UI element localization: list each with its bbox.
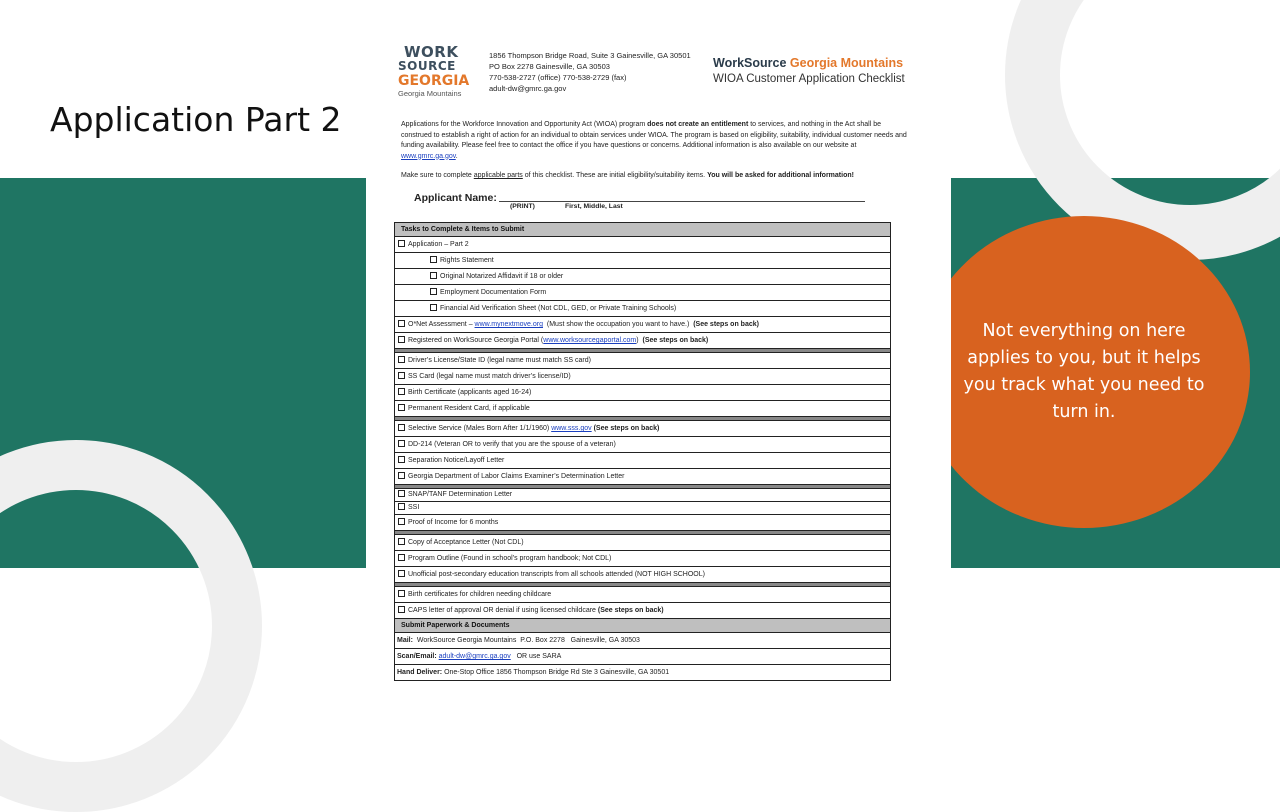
checkbox-icon <box>430 272 437 279</box>
checklist-item: Application – Part 2 <box>395 237 890 253</box>
callout-circle <box>918 216 1250 528</box>
checkbox-icon <box>398 490 405 497</box>
checklist-item: Unofficial post-secondary education transcripts from all schools attended (NOT HIGH SCHOOL) <box>395 567 890 583</box>
logo-georgia-mountains: Georgia Mountains <box>398 89 462 98</box>
checkbox-icon <box>398 388 405 395</box>
email-link[interactable]: adult-dw@gmrc.ga.gov <box>438 653 511 660</box>
website-link[interactable]: www.gmrc.ga.gov <box>401 152 456 160</box>
checkbox-icon <box>398 336 405 343</box>
checklist-table <box>394 222 891 681</box>
checklist-item: SS Card (legal name must match driver’s license/ID) <box>395 369 890 385</box>
checkbox-icon <box>430 304 437 311</box>
submit-header: Submit Paperwork & Documents <box>395 619 890 633</box>
checkbox-icon <box>430 256 437 263</box>
checklist-item: Birth certificates for children needing childcare <box>395 587 890 603</box>
applicant-name-label: Applicant Name: <box>414 192 497 204</box>
callout-text: Not everything on here applies to you, but it helps you track what you need to turn in. <box>963 321 1205 422</box>
checkbox-icon <box>398 424 405 431</box>
brand-worksource: WorkSource <box>713 56 787 70</box>
checklist-item: O*Net Assessment – www.mynextmove.org (Must show the occupation you want to have.) (See steps on back) <box>395 317 890 333</box>
email-line: adult-dw@gmrc.ga.gov <box>489 84 567 93</box>
checkbox-icon <box>398 356 405 363</box>
phone-line: 770-538-2727 (office) 770-538-2729 (fax) <box>489 73 627 82</box>
checklist-item: Selective Service (Males Born After 1/1/1960) www.sss.gov (See steps on back) <box>395 421 890 437</box>
checkbox-icon <box>398 320 405 327</box>
checklist-item: Registered on WorkSource Georgia Portal (www.worksourcegaportal.com) (See steps on back) <box>395 333 890 349</box>
onet-link[interactable]: www.mynextmove.org <box>474 321 543 328</box>
submit-hand-row: Hand Deliver: One-Stop Office 1856 Thompson Bridge Rd Ste 3 Gainesville, GA 30501 <box>397 669 670 676</box>
checklist-item: SNAP/TANF Determination Letter <box>395 489 890 502</box>
brand-georgia-mountains: Georgia Mountains <box>789 56 904 70</box>
checklist-item: Birth Certificate (applicants aged 16-24) <box>395 385 890 401</box>
checkbox-icon <box>398 456 405 463</box>
brand-subtitle: WIOA Customer Application Checklist <box>713 73 905 85</box>
intro-paragraph: Applications for the Workforce Innovation and Opportunity Act (WIOA) program does not create an entitlement to services, and nothing in the Act shall be construed to establish a right of action for an individual to obtain services under WIOA. The program is based on eligibility, suitability, individual customer needs and funding availability. Please feel free to contact the office if you have questions or concerns. Additional information is also available on our website at www.gmrc.ga.gov. <box>401 121 907 160</box>
print-label: (PRINT) <box>510 203 535 210</box>
checkbox-icon <box>398 472 405 479</box>
worksource-logo <box>398 45 478 101</box>
checklist-item: Permanent Resident Card, if applicable <box>395 401 890 417</box>
logo-work: WORK <box>404 43 459 61</box>
checklist-item: Rights Statement <box>395 253 890 269</box>
checklist-item: Financial Aid Verification Sheet (Not CDL, GED, or Private Training Schools) <box>395 301 890 317</box>
brand-heading <box>713 56 919 85</box>
checkbox-icon <box>398 554 405 561</box>
logo-georgia: GEORGIA <box>398 73 470 89</box>
checklist-item: Program Outline (Found in school’s program handbook; Not CDL) <box>395 551 890 567</box>
submit-scan-row: Scan/Email: adult-dw@gmrc.ga.gov OR use SARA <box>395 649 890 665</box>
checkbox-icon <box>398 590 405 597</box>
checklist-item: CAPS letter of approval OR denial if using licensed childcare (See steps on back) <box>395 603 890 619</box>
checklist-item: Georgia Department of Labor Claims Examiner’s Determination Letter <box>395 469 890 485</box>
portal-link[interactable]: www.worksourcegaportal.com <box>543 337 637 344</box>
checkbox-icon <box>398 404 405 411</box>
checkbox-icon <box>430 288 437 295</box>
checkbox-icon <box>398 372 405 379</box>
checkbox-icon <box>398 503 405 510</box>
slide-title: Application Part 2 <box>50 100 342 139</box>
checkbox-icon <box>398 538 405 545</box>
instructions-note: Make sure to complete applicable parts of this checklist. These are initial eligibility/suitability items. You will be asked for additional information! <box>401 172 854 179</box>
office-address <box>489 50 691 94</box>
checklist-item: SSI <box>395 502 890 515</box>
address-line: PO Box 2278 Gainesville, GA 30503 <box>489 62 610 71</box>
checkbox-icon <box>398 570 405 577</box>
checklist-item: Separation Notice/Layoff Letter <box>395 453 890 469</box>
checklist-item: Employment Documentation Form <box>395 285 890 301</box>
checklist-item: Proof of Income for 6 months <box>395 515 890 531</box>
checklist-item: DD-214 (Veteran OR to verify that you are the spouse of a veteran) <box>395 437 890 453</box>
checklist-item: Copy of Acceptance Letter (Not CDL) <box>395 535 890 551</box>
checkbox-icon <box>398 518 405 525</box>
address-line: 1856 Thompson Bridge Road, Suite 3 Gainesville, GA 30501 <box>489 51 691 60</box>
table-header: Tasks to Complete & Items to Submit <box>395 223 890 237</box>
checklist-item: Original Notarized Affidavit if 18 or older <box>395 269 890 285</box>
checkbox-icon <box>398 240 405 247</box>
checklist-item: Driver’s License/State ID (legal name must match SS card) <box>395 353 890 369</box>
sss-link[interactable]: www.sss.gov <box>551 425 592 432</box>
name-fields-label: First, Middle, Last <box>565 203 623 210</box>
applicant-name-line <box>499 201 865 202</box>
checkbox-icon <box>398 606 405 613</box>
checkbox-icon <box>398 440 405 447</box>
logo-source: SOURCE <box>398 59 456 73</box>
submit-mail-row: Mail: WorkSource Georgia Mountains P.O. Box 2278 Gainesville, GA 30503 <box>395 633 890 649</box>
checklist-document <box>366 38 951 686</box>
